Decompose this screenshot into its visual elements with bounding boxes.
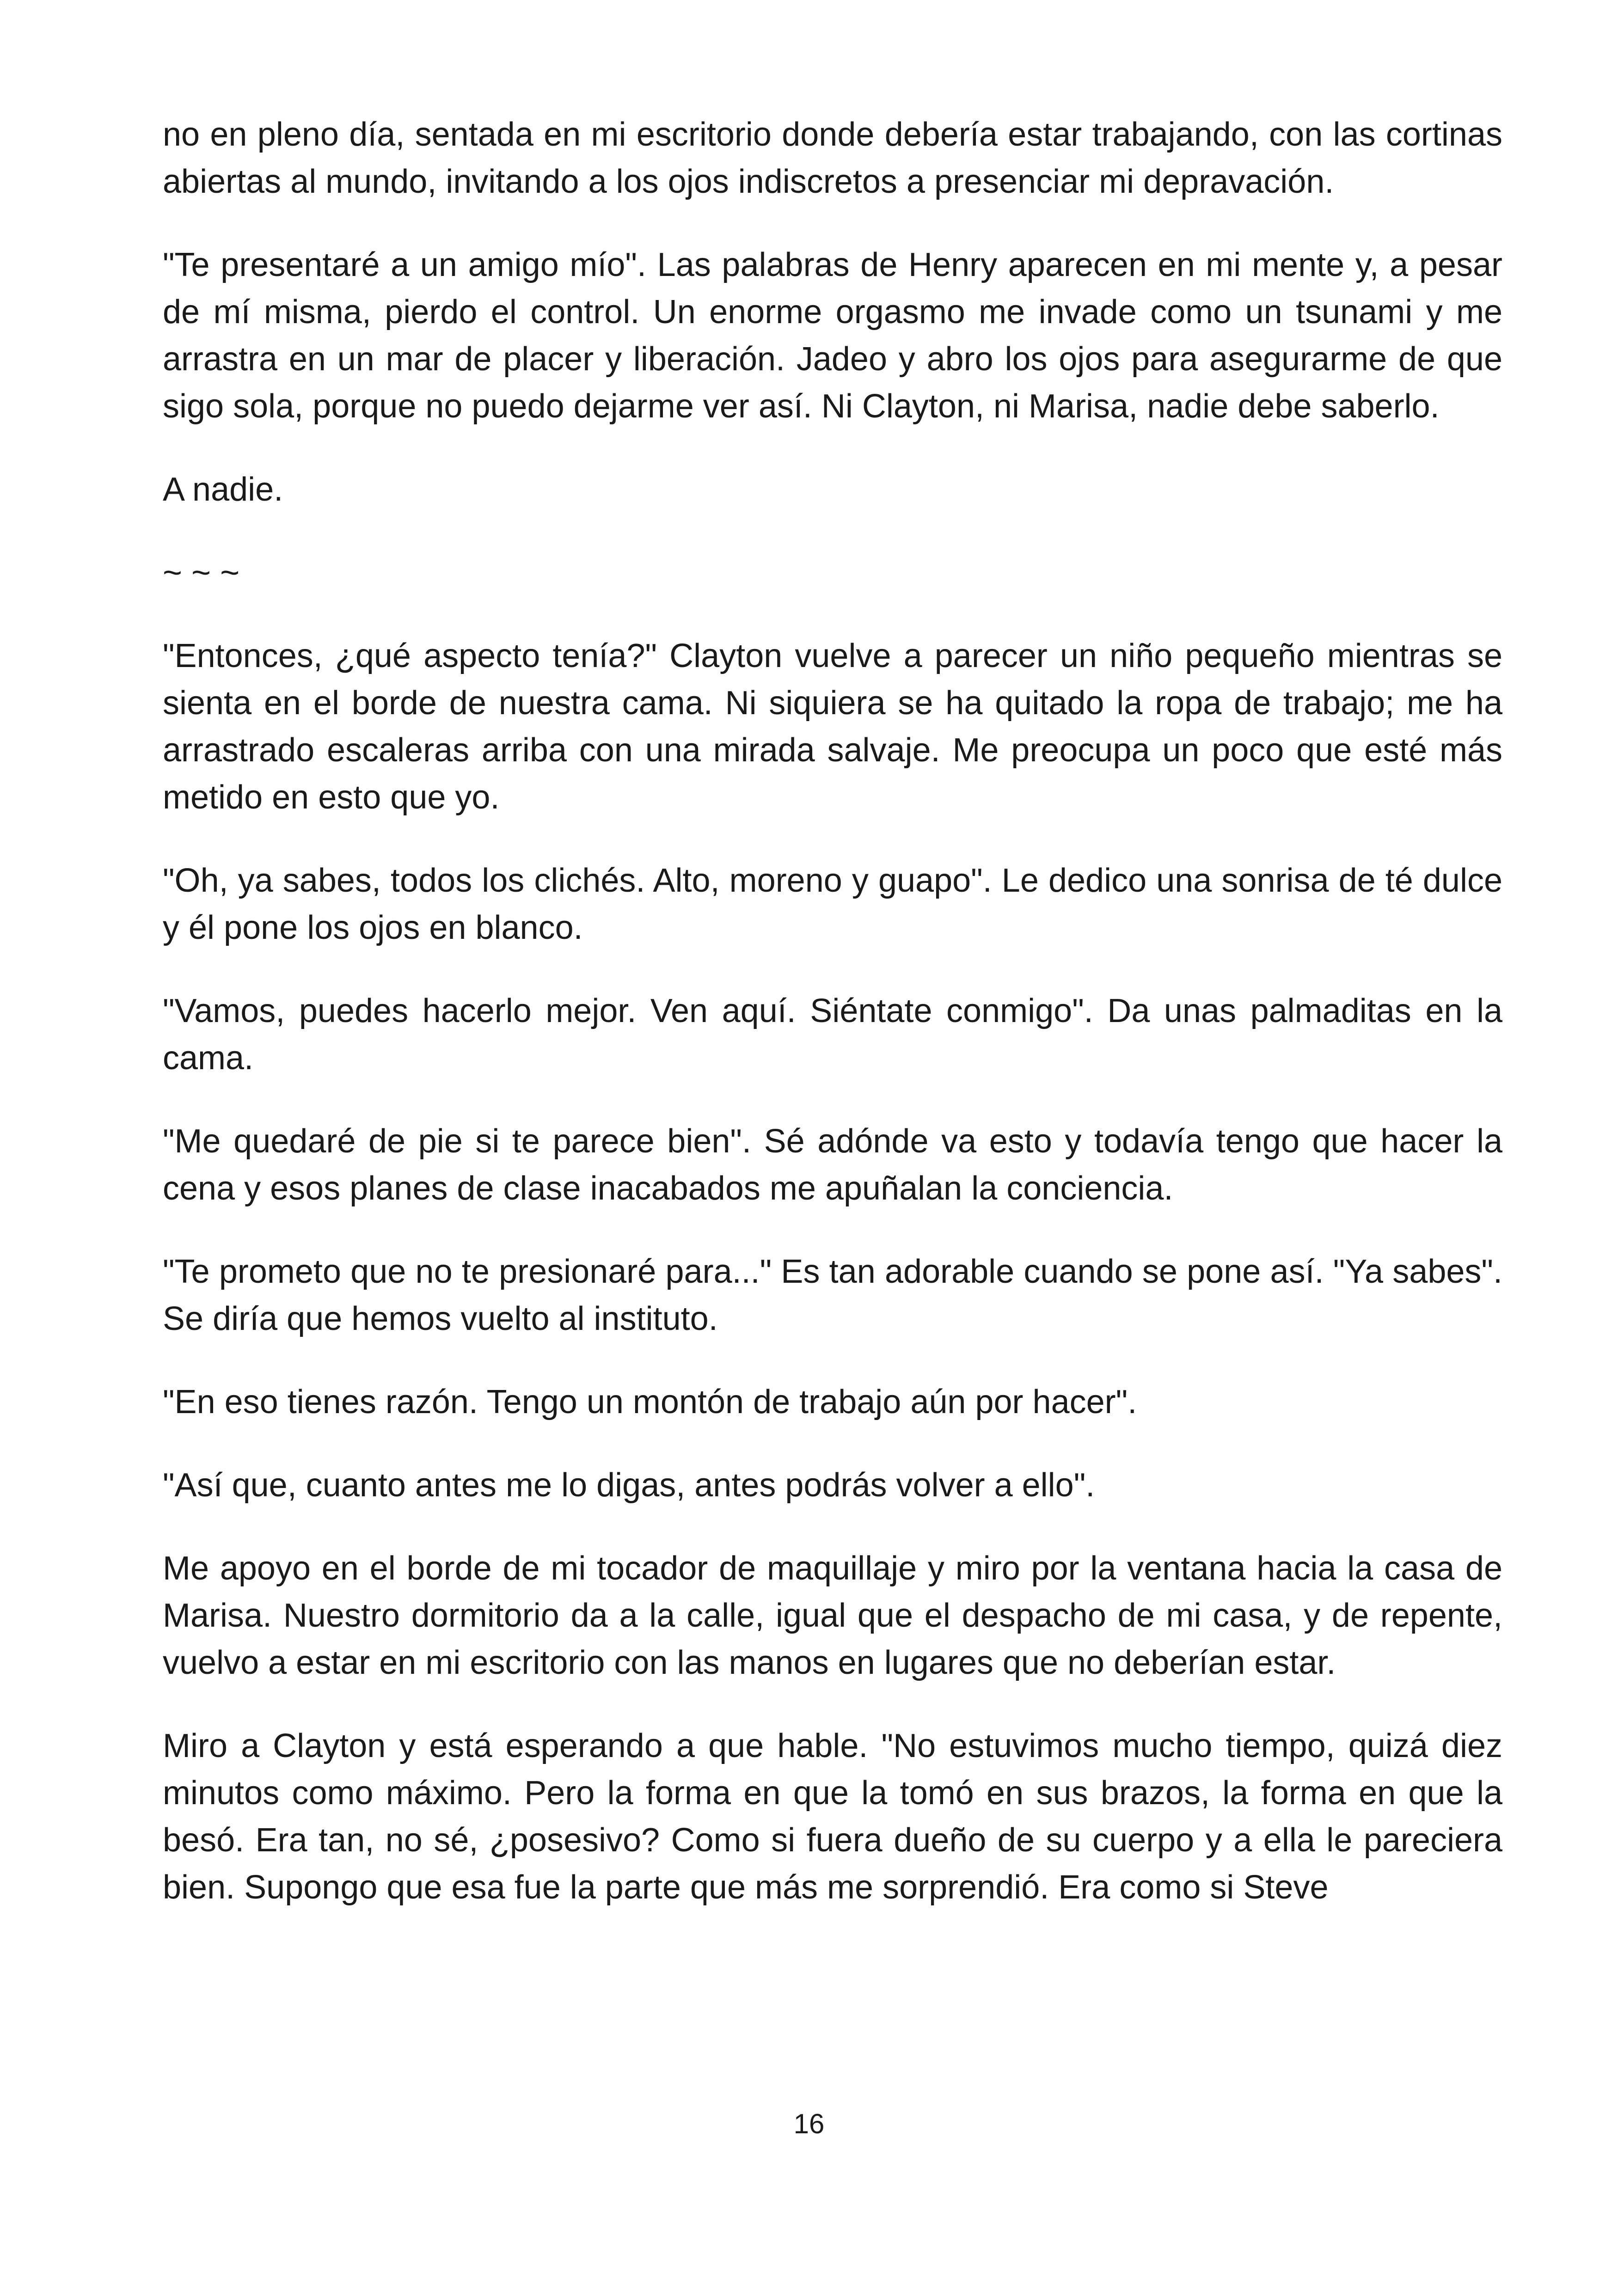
paragraph: no en pleno día, sentada en mi escritorio donde debería estar trabajando, con las cortinas abiertas al mundo, invitando a los ojos indiscretos a presenciar mi depravación. (163, 116, 1502, 200)
paragraph: "Te prometo que no te presionaré para..." Es tan adorable cuando se pone así. "Ya sabes". Se diría que hemos vuelto al instituto. (163, 1253, 1502, 1337)
scene-break: ~ ~ ~ (163, 554, 240, 591)
page-body (163, 111, 1502, 1911)
paragraph: A nadie. (163, 471, 283, 508)
paragraph: Me apoyo en el borde de mi tocador de maquillaje y miro por la ventana hacia la casa de Marisa. Nuestro dormitorio da a la calle, igual que el despacho de mi casa, y de repente, vuelvo a estar en mi escritorio con las manos en lugares que no deberían estar. (163, 1550, 1502, 1681)
paragraph: "Oh, ya sabes, todos los clichés. Alto, moreno y guapo". Le dedico una sonrisa de té dulce y él pone los ojos en blanco. (163, 862, 1502, 946)
paragraph: "Así que, cuanto antes me lo digas, antes podrás volver a ello". (163, 1467, 1095, 1504)
paragraph: "Me quedaré de pie si te parece bien". Sé adónde va esto y todavía tengo que hacer la cena y esos planes de clase inacabados me apuñalan la conciencia. (163, 1123, 1502, 1207)
paragraph: "Te presentaré a un amigo mío". Las palabras de Henry aparecen en mi mente y, a pesar de mí misma, pierdo el control. Un enorme orgasmo me invade como un tsunami y me arrastra en un mar de placer y liberación. Jadeo y abro los ojos para asegurarme de que sigo sola, porque no puedo dejarme ver así. Ni Clayton, ni Marisa, nadie debe saberlo. (163, 246, 1502, 425)
paragraph: "En eso tienes razón. Tengo un montón de trabajo aún por hacer". (163, 1384, 1137, 1420)
page-number: 16 (793, 2108, 825, 2139)
paragraph: "Entonces, ¿qué aspecto tenía?" Clayton vuelve a parecer un niño pequeño mientras se sienta en el borde de nuestra cama. Ni siquiera se ha quitado la ropa de trabajo; me ha arrastrado escaleras arriba con una mirada salvaje. Me preocupa un poco que esté más metido en esto que yo. (163, 637, 1502, 816)
paragraph: "Vamos, puedes hacerlo mejor. Ven aquí. Siéntate conmigo". Da unas palmaditas en la cama. (163, 992, 1502, 1077)
paragraph: Miro a Clayton y está esperando a que hable. "No estuvimos mucho tiempo, quizá diez minutos como máximo. Pero la forma en que la tomó en sus brazos, la forma en que la besó. Era tan, no sé, ¿posesivo? Como si fuera dueño de su cuerpo y a ella le pareciera bien. Supongo que esa fue la parte que más me sorprendió. Era como si Steve (163, 1727, 1502, 1906)
